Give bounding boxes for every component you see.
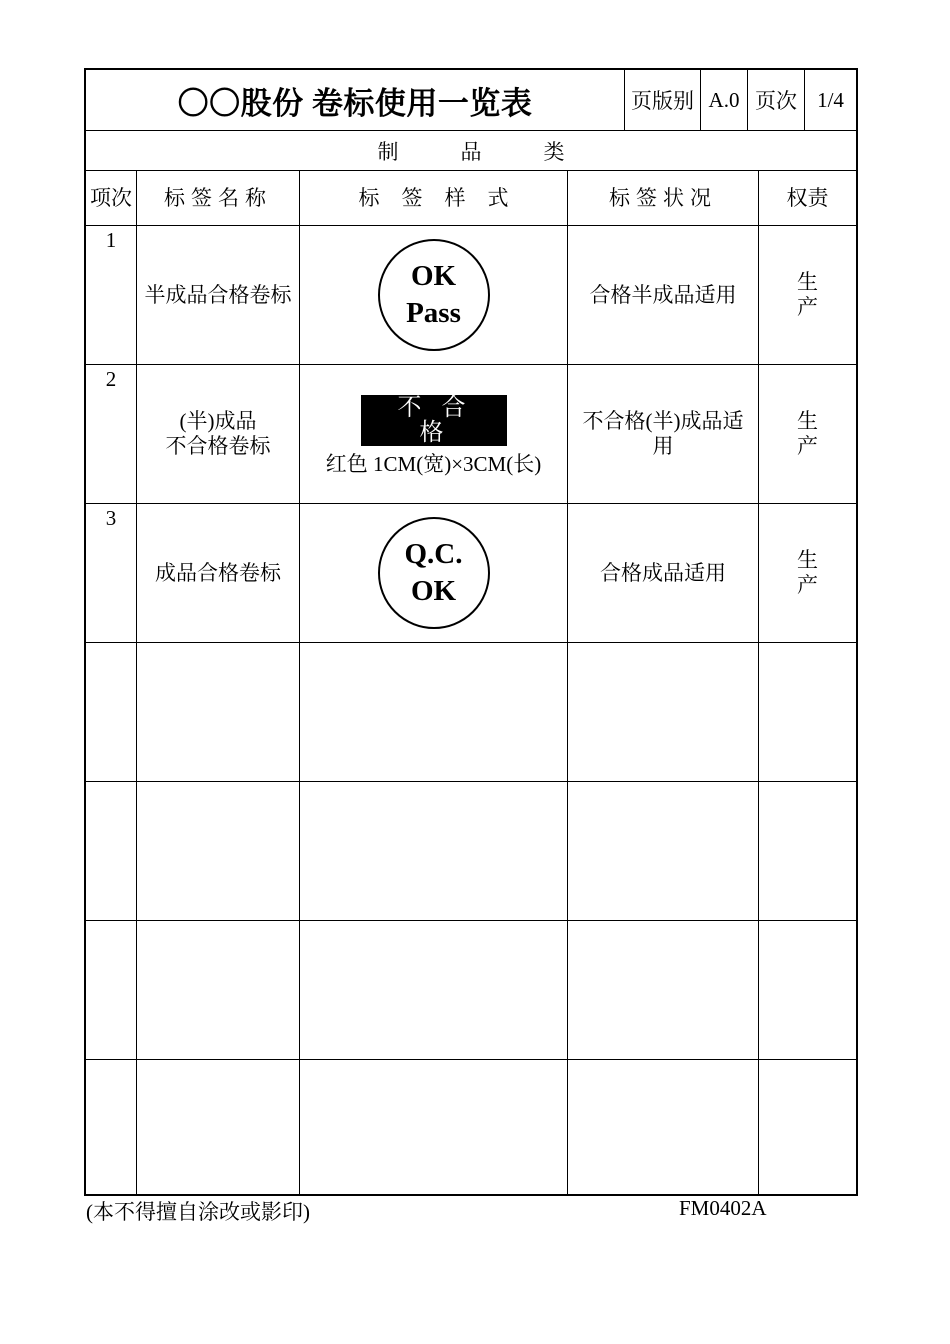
col-header-item-no: 项次: [90, 185, 132, 210]
responsibility: 生产: [758, 226, 856, 364]
empty-row: [86, 782, 856, 921]
label-spec: 红色 1CM(宽)×3CM(长): [325, 452, 542, 476]
label-status: 不合格(半)成品适用: [567, 365, 758, 503]
label-status: 合格成品适用: [567, 504, 758, 642]
label-style: [299, 226, 567, 364]
label-usage-table: [84, 68, 858, 1196]
table-row: [86, 226, 856, 365]
version-value: A.0: [700, 70, 747, 130]
qc-ok-stamp: [378, 517, 490, 629]
stamp-text-line1: Q.C.: [404, 538, 463, 570]
label-name: 成品合格卷标: [136, 504, 299, 642]
empty-cell: [299, 921, 567, 1059]
empty-cell: [567, 921, 758, 1059]
empty-cell: [136, 921, 299, 1059]
stamp-text-line2: OK: [410, 575, 457, 607]
empty-cell: [299, 782, 567, 920]
responsibility: 生产: [758, 365, 856, 503]
version-label: 页版别: [624, 70, 700, 130]
document-title: 〇〇股份 卷标使用一览表: [177, 85, 533, 121]
empty-cell: [86, 921, 136, 1059]
reject-label: 不合格: [361, 395, 507, 446]
empty-cell: [136, 1060, 299, 1194]
label-style: [299, 504, 567, 642]
col-header-label-style: 标签样式: [299, 171, 567, 225]
col-header-label-name: 标签名称: [136, 171, 299, 225]
table-row: [86, 504, 856, 643]
col-header-responsibility: 权责: [758, 171, 856, 225]
col-header-label-status: 标签状况: [567, 171, 758, 225]
empty-cell: [758, 1060, 856, 1194]
label-name: [136, 365, 299, 503]
label-name: 半成品合格卷标: [136, 226, 299, 364]
item-number: 2: [105, 367, 117, 391]
ok-pass-stamp: [378, 239, 490, 351]
empty-row: [86, 643, 856, 782]
copy-restriction-notice: (本不得擅自涂改或影印): [86, 1200, 310, 1224]
item-number: 1: [105, 228, 117, 252]
stamp-text-line2: Pass: [406, 297, 461, 329]
label-name-line2: 不合格卷标: [165, 434, 271, 458]
empty-row: [86, 921, 856, 1060]
stamp-text-line1: OK: [410, 260, 457, 292]
empty-cell: [136, 643, 299, 781]
empty-cell: [86, 1060, 136, 1194]
empty-cell: [299, 1060, 567, 1194]
empty-cell: [136, 782, 299, 920]
empty-cell: [86, 643, 136, 781]
empty-cell: [567, 782, 758, 920]
header-row: [86, 70, 856, 131]
empty-cell: [86, 782, 136, 920]
item-number: 3: [105, 506, 117, 530]
empty-cell: [758, 921, 856, 1059]
empty-cell: [567, 643, 758, 781]
empty-row: [86, 1060, 856, 1194]
empty-cell: [567, 1060, 758, 1194]
empty-cell: [299, 643, 567, 781]
form-code: FM0402A: [679, 1196, 767, 1220]
table-row: [86, 365, 856, 504]
page-label: 页次: [747, 70, 804, 130]
label-status: 合格半成品适用: [567, 226, 758, 364]
empty-cell: [758, 782, 856, 920]
label-style: [299, 365, 567, 503]
page-value: 1/4: [804, 70, 856, 130]
responsibility: 生产: [758, 504, 856, 642]
column-header-row: [86, 171, 856, 226]
empty-cell: [758, 643, 856, 781]
category-title: 制品类: [86, 131, 856, 171]
label-name-line1: (半)成品: [179, 409, 257, 433]
